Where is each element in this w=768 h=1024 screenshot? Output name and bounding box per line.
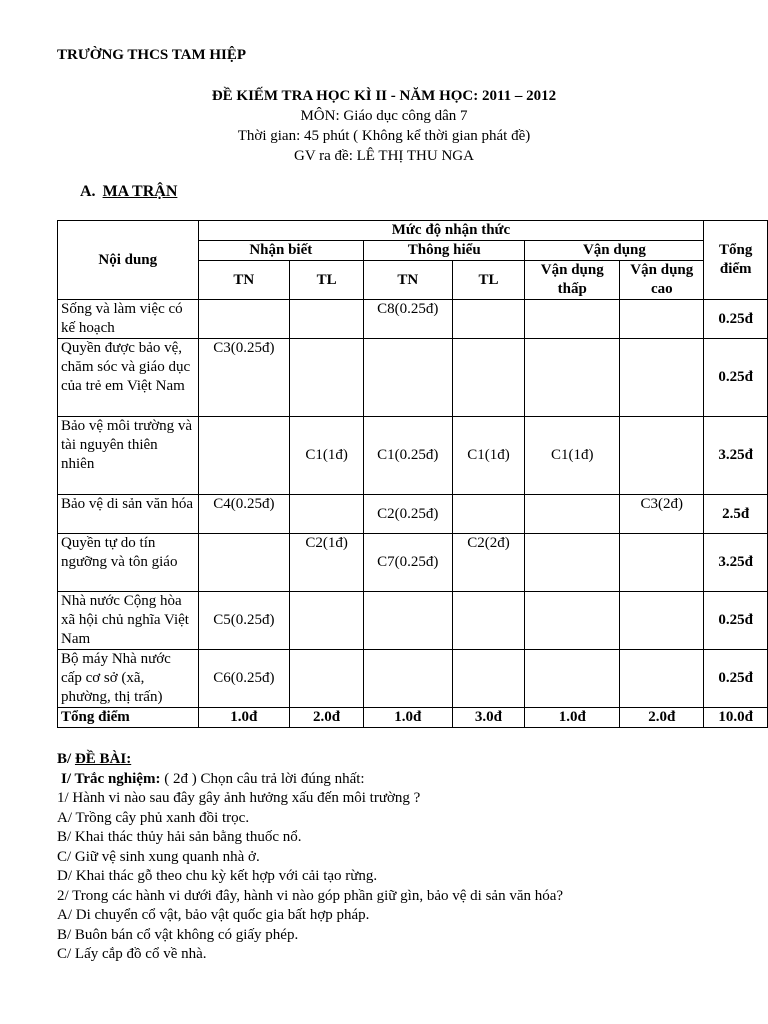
- header-nb-tl: TL: [290, 261, 364, 300]
- cell-nb-tn: C3(0.25đ): [198, 339, 290, 417]
- section-b-title: ĐỀ BÀI:: [74, 751, 132, 767]
- part-1-label: I/ Trắc nghiệm:: [61, 770, 161, 787]
- cell-nb-tl: C2(1đ): [290, 534, 364, 592]
- total-th-tn: 1.0đ: [364, 708, 452, 728]
- table-row: [58, 534, 768, 592]
- section-a-label: A.: [80, 183, 96, 200]
- cell-vd-high: [620, 650, 704, 708]
- answer-option: B/ Buôn bán cổ vật không có giấy phép.: [57, 926, 299, 943]
- cell-total: 0.25đ: [704, 592, 768, 650]
- cell-vd-low: C1(1đ): [525, 417, 620, 495]
- row-topic: Bộ máy Nhà nước cấp cơ sở (xã, phường, thị trấn): [58, 650, 199, 708]
- cell-nb-tn: [198, 534, 290, 592]
- cell-nb-tl: [290, 592, 364, 650]
- cell-nb-tn: C6(0.25đ): [198, 650, 290, 708]
- header-apply-high: Vận dụng cao: [620, 261, 704, 300]
- answer-option: B/ Khai thác thủy hải sản bằng thuốc nổ.: [57, 829, 302, 845]
- cell-vd-high: C3(2đ): [620, 495, 704, 534]
- cell-nb-tl: [290, 300, 364, 339]
- cell-th-tn: C2(0.25đ): [364, 495, 452, 534]
- cell-th-tn: C1(0.25đ): [364, 417, 452, 495]
- section-a-title: MA TRẬN: [102, 183, 178, 200]
- answer-option: D/ Khai thác gỗ theo chu kỳ kết hợp với cải tạo rừng.: [57, 868, 378, 884]
- cell-vd-high: [620, 592, 704, 650]
- cell-nb-tn: [198, 417, 290, 495]
- part-1-instruction: ( 2đ ) Chọn câu trả lời đúng nhất:: [160, 770, 365, 787]
- cell-total: 2.5đ: [704, 495, 768, 534]
- cell-th-tl: [452, 339, 525, 417]
- cell-vd-low: [525, 650, 620, 708]
- cell-total: 3.25đ: [704, 417, 768, 495]
- question-line: 2/ Trong các hành vi dưới đây, hành vi nào góp phần giữ gìn, bảo vệ di sản văn hóa?: [57, 887, 564, 904]
- answer-option: C/ Giữ vệ sinh xung quanh nhà ở.: [57, 848, 260, 865]
- section-b-heading: [57, 750, 563, 770]
- row-topic: Bảo vệ di sản văn hóa: [58, 495, 199, 534]
- cell-th-tn: [364, 650, 452, 708]
- section-a-heading: [80, 183, 177, 201]
- cell-nb-tl: C1(1đ): [290, 417, 364, 495]
- total-row-label: Tổng điểm: [58, 708, 199, 728]
- cell-nb-tl: [290, 650, 364, 708]
- header-level: Mức độ nhận thức: [198, 221, 704, 241]
- row-topic: Quyền được bảo vệ, chăm sóc và giáo dục của trẻ em Việt Nam: [58, 339, 199, 417]
- cell-total: 0.25đ: [704, 650, 768, 708]
- total-vd-low: 1.0đ: [525, 708, 620, 728]
- exam-header: [0, 86, 768, 166]
- row-topic: Nhà nước Cộng hòa xã hội chủ nghĩa Việt Nam: [58, 592, 199, 650]
- time-line: Thời gian: 45 phút ( Không kể thời gian phát đề): [237, 128, 531, 144]
- answer-option: A/ Trồng cây phủ xanh đồi trọc.: [57, 809, 250, 826]
- answer-option: A/ Di chuyển cổ vật, bảo vật quốc gia bất hợp pháp.: [57, 907, 370, 923]
- cell-th-tl: C2(2đ): [452, 534, 525, 592]
- cell-vd-high: [620, 534, 704, 592]
- cell-th-tl: [452, 495, 525, 534]
- cell-vd-high: [620, 300, 704, 339]
- total-vd-high: 2.0đ: [620, 708, 704, 728]
- header-understand: Thông hiểu: [364, 241, 525, 261]
- total-row: [58, 708, 768, 728]
- header-apply: Vận dụng: [525, 241, 704, 261]
- table-row: [58, 495, 768, 534]
- table-row: [58, 417, 768, 495]
- table-row: [58, 300, 768, 339]
- answer-option: C/ Lấy cắp đồ cổ về nhà.: [57, 946, 207, 962]
- header-apply-low: Vận dụng thấp: [525, 261, 620, 300]
- cell-th-tl: [452, 300, 525, 339]
- cell-th-tl: [452, 592, 525, 650]
- part-1-heading: [61, 770, 563, 790]
- cell-vd-high: [620, 339, 704, 417]
- header-th-tl: TL: [452, 261, 525, 300]
- cell-nb-tl: [290, 339, 364, 417]
- cell-vd-low: [525, 300, 620, 339]
- cell-th-tl: C1(1đ): [452, 417, 525, 495]
- header-nb-tn: TN: [198, 261, 290, 300]
- subject-line: MÔN: Giáo dục công dân 7: [300, 108, 468, 124]
- total-th-tl: 3.0đ: [452, 708, 525, 728]
- cell-total: 0.25đ: [704, 300, 768, 339]
- school-name: TRƯỜNG THCS TAM HIỆP: [57, 47, 247, 63]
- table-row: [58, 650, 768, 708]
- exam-section: [57, 750, 563, 965]
- total-grand: 10.0đ: [704, 708, 768, 728]
- cell-nb-tn: C5(0.25đ): [198, 592, 290, 650]
- cell-nb-tn: [198, 300, 290, 339]
- table-row: [58, 339, 768, 417]
- cell-th-tl: [452, 650, 525, 708]
- total-nb-tl: 2.0đ: [290, 708, 364, 728]
- question-line: 1/ Hành vi nào sau đây gây ảnh hưởng xấu đến môi trường ?: [57, 790, 421, 806]
- exam-title: ĐỀ KIẾM TRA HỌC KÌ II - NĂM HỌC: 2011 – 2012: [211, 88, 557, 104]
- cell-total: 0.25đ: [704, 339, 768, 417]
- section-b-label: B/: [57, 751, 72, 767]
- cell-th-tn: [364, 592, 452, 650]
- cell-th-tn: C7(0.25đ): [364, 534, 452, 592]
- cell-vd-low: [525, 339, 620, 417]
- total-nb-tn: 1.0đ: [198, 708, 290, 728]
- cell-th-tn: [364, 339, 452, 417]
- header-total: Tổng điểm: [704, 221, 768, 300]
- row-topic: Bảo vệ môi trường và tài nguyên thiên nhiên: [58, 417, 199, 495]
- header-recognize: Nhận biết: [198, 241, 364, 261]
- cell-nb-tl: [290, 495, 364, 534]
- cell-vd-low: [525, 534, 620, 592]
- table-row: [58, 592, 768, 650]
- teacher-line: GV ra đề: LÊ THỊ THU NGA: [294, 148, 474, 164]
- cell-th-tn: C8(0.25đ): [364, 300, 452, 339]
- header-th-tn: TN: [364, 261, 452, 300]
- row-topic: Sống và làm việc có kế hoạch: [58, 300, 199, 339]
- cell-nb-tn: C4(0.25đ): [198, 495, 290, 534]
- cell-vd-high: [620, 417, 704, 495]
- cell-vd-low: [525, 592, 620, 650]
- cell-total: 3.25đ: [704, 534, 768, 592]
- cell-vd-low: [525, 495, 620, 534]
- assessment-matrix-table: [57, 220, 768, 728]
- header-topic: Nội dung: [58, 221, 199, 300]
- row-topic: Quyền tự do tín ngưỡng và tôn giáo: [58, 534, 199, 592]
